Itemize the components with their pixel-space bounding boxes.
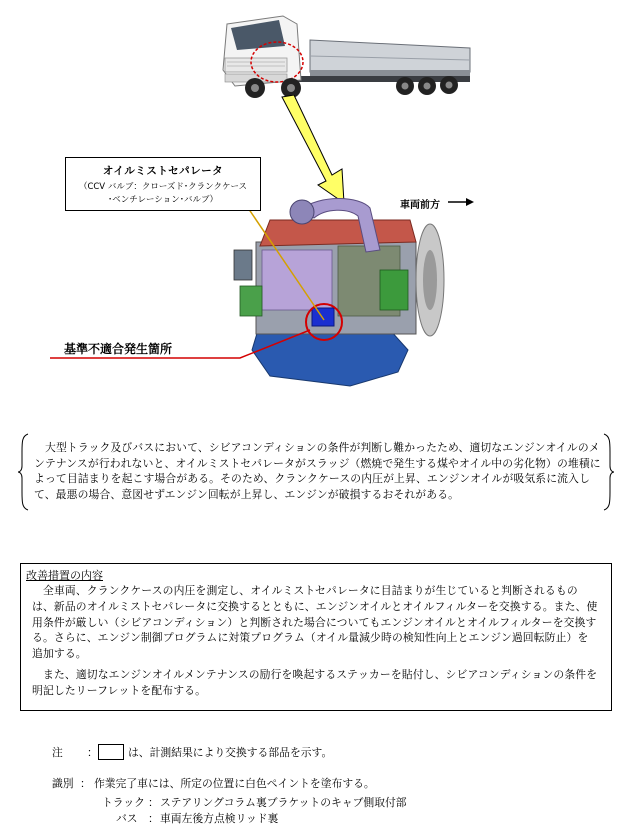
callout-box xyxy=(65,157,261,211)
problem-description: 大型トラック及びバスにおいて、シビアコンディションの条件が判断し難かったため、適切なエンジンオイルのメンテナンスが行われないと、オイルミストセパレータがスラッジ（燃焼で発生する煤やオイル中の劣化物）の堆積によって目詰まりを起こす場合がある。そのため、クランクケースの内圧が上昇、エンジンオイルが吸気系に流入して、最悪の場合、意図せずエンジン回転が上昇し、エンジンが破損するおそれがある。 xyxy=(34,441,601,501)
note-text: は、計測結果により交換する部品を示す。 xyxy=(128,746,333,759)
note-label: 注 xyxy=(52,746,63,759)
bus-location-text: 車両左後方点検リッド裏 xyxy=(160,812,279,825)
identification-text: 作業完了車には、所定の位置に白色ペイントを塗布する。 xyxy=(94,777,375,790)
callout-leader xyxy=(240,200,340,330)
left-bracket xyxy=(18,432,30,512)
right-bracket xyxy=(602,432,614,512)
note-colon: ： xyxy=(87,746,98,759)
pointer-arrow xyxy=(270,95,360,205)
truck-location-colon: ： xyxy=(148,796,159,809)
callout-title: オイルミストセパレータ xyxy=(102,165,224,177)
remedy-paragraph-1: 全車両、クランクケースの内圧を測定し、オイルミストセパレータに目詰まりが生じていると判断されるものは、新品のオイルミストセパレータに交換するとともに、エンジンオイルとオイルフィルターを交換する。また、使用条件が厳しい（シビアコンディション）と判断された場合についてもエンジンオイルとオイルフィルターを交換する。さらに、エンジン制御プログラムに対策プログラム（オイル量減少時の検知性向上とエンジン過回転防止）を追加する。 xyxy=(32,584,598,661)
arrow-right-icon xyxy=(448,198,474,206)
bus-location-colon: ： xyxy=(148,812,159,825)
replacement-part-legend-box xyxy=(98,744,124,760)
truck-illustration xyxy=(215,10,477,105)
remedy-paragraph-2: また、適切なエンジンオイルメンテナンスの励行を喚起するステッカーを貼付し、シビアコンディションの条件を明記したリーフレットを配布する。 xyxy=(32,668,598,697)
bus-location-label: バス xyxy=(116,812,138,825)
callout-sub-2: ･ベンチレーション･バルブ） xyxy=(107,195,219,205)
callout-sub-1: （CCV バルブ：クローズド･クランクケース xyxy=(78,182,248,192)
identification-label: 識別 xyxy=(52,777,74,790)
defect-location-label: 基準不適合発生箇所 xyxy=(64,342,173,356)
remedy-title: 改善措置の内容 xyxy=(26,569,103,582)
defect-leader-line xyxy=(50,326,320,366)
truck-location-text: ステアリングコラム裏ブラケットのキャブ側取付部 xyxy=(160,796,407,809)
identification-colon: ： xyxy=(80,777,91,790)
truck-location-label: トラック xyxy=(102,796,145,809)
vehicle-forward-label: 車両前方 xyxy=(400,200,440,211)
